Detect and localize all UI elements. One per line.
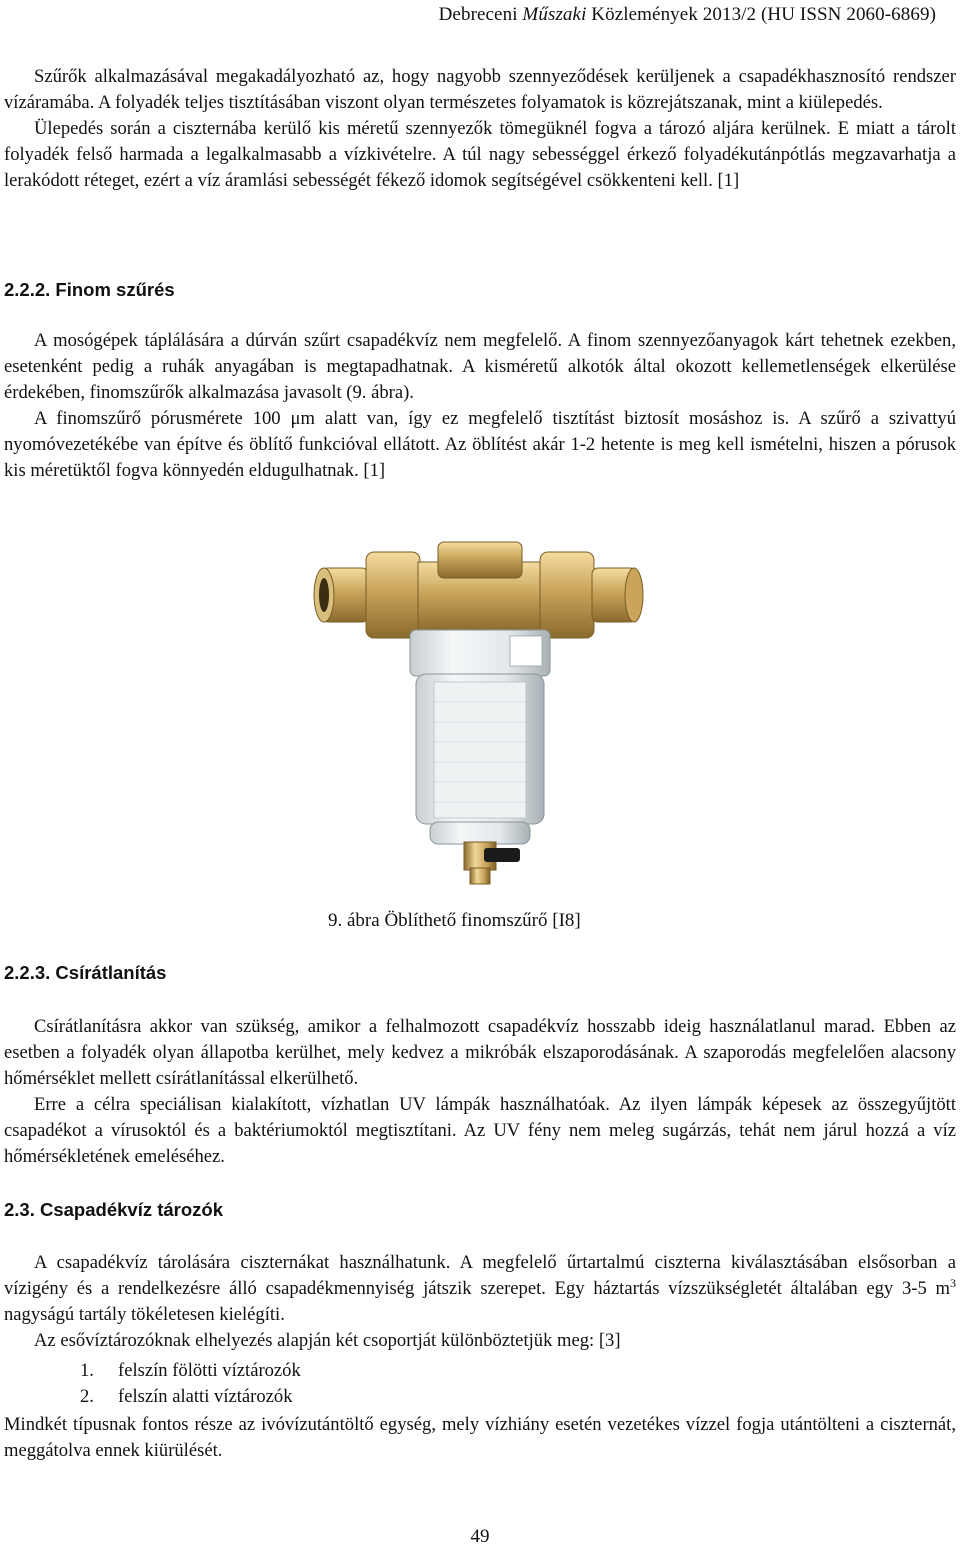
- section-heading-23: 2.3. Csapadékvíz tározók: [4, 1199, 224, 1220]
- figure-filter-image: [300, 522, 660, 902]
- section-23-paragraph-1: [4, 1250, 956, 1328]
- list-item: [80, 1384, 301, 1410]
- list-item-number: 1.: [80, 1360, 94, 1381]
- filter-illustration: [300, 522, 660, 902]
- intro-paragraph-2: Ülepedés során a ciszternába kerülő kis méretű szennyezők tömegüknél fogva a tározó aljára kerülnek. E miatt a tárolt folyadék felső harmada a legalkalmasabb a vízkivételre. A túl nagy sebességgel érkező folyadékutánpótlás megzavarhatja a lerakódott réteget, ezért a víz áramlási sebességét fékező idomok segítségével csökkenteni kell. [1]: [4, 118, 956, 191]
- section-223-paragraph-2: Erre a célra speciálisan kialakított, vízhatlan UV lámpák használhatóak. Az ilyen lámpák képesek az összegyűjtött csapadékot a vírusoktól és a baktériumoktól megtisztítani. Az UV fény nem meleg sugárzás, tehát nem járul hozzá a víz hőmérsékletének emeléséhez.: [4, 1094, 956, 1167]
- list-item-text: felszín alatti víztározók: [118, 1386, 293, 1407]
- section-223-body: [4, 1014, 956, 1170]
- figure-caption: 9. ábra Öblíthető finomszűrő [I8]: [328, 910, 581, 931]
- page-number: 49: [470, 1526, 490, 1547]
- list-item: [80, 1358, 301, 1384]
- section-222-paragraph-1: A mosógépek táplálására a dúrván szűrt csapadékvíz nem megfelelő. A finom szennyezőanyagok kárt tehetnek ezekben, esetenként pedig a ruhák anyagában is megtapadhatnak. A kisméretű alkotók által okozott kellemetlenségek elkerülése érdekében, finomszűrők alkalmazása javasolt (9. ábra).: [4, 330, 956, 403]
- section-223-paragraph-1: Csírátlanításra akkor van szükség, amikor a felhalmozott csapadékvíz hosszabb ideig használatlanul marad. Ebben az esetben a folyadék olyan állapotba kerülhet, mely kedvez a mikróbák elszaporodásának. A szaporodás megfelelően alacsony hőmérséklet mellett csírátlanítással elkerülhető.: [4, 1016, 956, 1089]
- section-23-body: [4, 1250, 956, 1354]
- section-222-body: [4, 328, 956, 484]
- intro-paragraph-1: Szűrők alkalmazásával megakadályozható az, hogy nagyobb szennyeződések kerüljenek a csapadékhasznosító rendszer vízáramába. A folyadék teljes tisztításában viszont olyan természetes folyamatok is közrejátszanak, mint a kiülepedés.: [4, 66, 956, 113]
- section-heading-223: 2.2.3. Csírátlanítás: [4, 962, 167, 983]
- header-suffix: Közlemények 2013/2 (HU ISSN 2060-6869): [586, 4, 936, 25]
- list-item-number: 2.: [80, 1386, 94, 1407]
- section-222-paragraph-2: A finomszűrő pórusmérete 100 μm alatt van, így ez megfelelő tisztítást biztosít mosáshoz is. A szűrő a szivattyú nyomóvezetékébe van építve és öblítő funkcióval ellátott. Az öblítést akár 1-2 hetente is meg kell ismételni, hiszen a pórusok kis méretüktől fogva könnyedén eldugulhatnak. [1]: [4, 408, 956, 481]
- section-23-paragraph-2: Az esővíztározóknak elhelyezés alapján két csoportját különböztetjük meg: [3]: [34, 1330, 621, 1351]
- section-heading-222: 2.2.2. Finom szűrés: [4, 279, 175, 300]
- section-23-p1-main: A csapadékvíz tárolására ciszternákat használhatunk. A megfelelő űrtartalmú ciszterna kiválasztásában elsősorban a vízigény és a rendelkezésre álló csapadékmennyiség játszik szerepet. Egy háztartás vízszükségletét általában egy 3-5 m: [4, 1252, 956, 1299]
- intro-section: [4, 64, 956, 194]
- section-23-paragraph-3: Mindkét típusnak fontos része az ivóvízutántöltő egység, mely vízhiány esetén vezetékes vízzel fogja utántölteni a ciszternát, meggátolva ennek kiürülését.: [4, 1414, 956, 1461]
- section-23-closing: [4, 1412, 956, 1464]
- running-header: [439, 4, 936, 26]
- cubic-superscript: 3: [950, 1275, 956, 1290]
- header-highlight: Műszaki: [522, 4, 587, 25]
- list-item-text: felszín fölötti víztározók: [118, 1360, 301, 1381]
- reservoir-type-list: [80, 1358, 301, 1410]
- section-23-p1-tail: nagyságú tartály tökéletesen kielégíti.: [4, 1304, 285, 1325]
- header-prefix: Debreceni: [438, 4, 523, 25]
